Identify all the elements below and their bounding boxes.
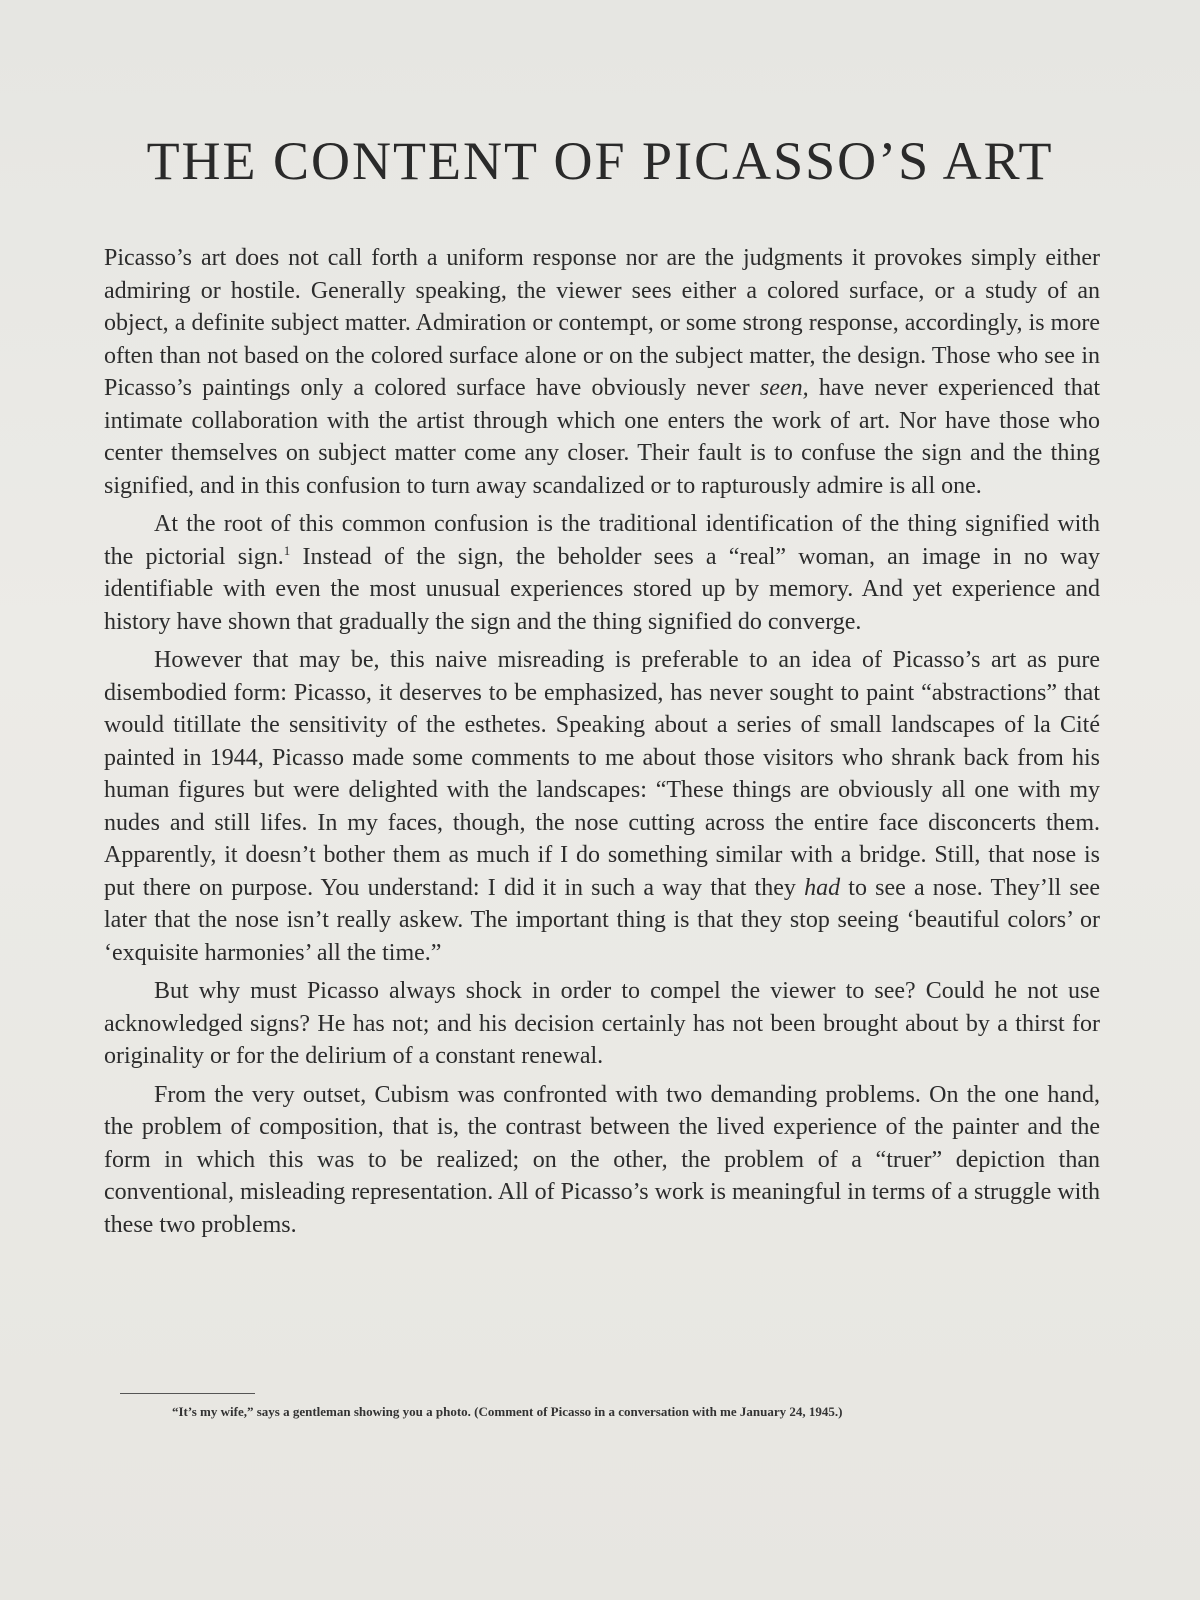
paragraph-2	[104, 508, 1100, 638]
paragraph-3-text-b: to see a nose. They’ll see later that the nose isn’t really askew. The important thing is that they stop seeing ‘beautiful colors’ or ‘exquisite harmonies’ all the time.”	[104, 874, 1101, 966]
paragraph-3	[104, 644, 1100, 969]
footnote-marker: 1	[283, 542, 291, 558]
body-text	[104, 242, 1100, 1247]
bleed-through-text	[60, 0, 1140, 150]
paragraph-2-text-b: Instead of the sign, the beholder sees a “real” woman, an image in no way identifiable with even the most unusual experiences stored up by memory. And yet experience and history have shown that gradually the sign and the thing signified do converge.	[104, 543, 1101, 635]
paragraph-1-text-a: Picasso’s art does not call forth a uniform response nor are the judgments it provokes simply either admiring or hostile. Generally speaking, the viewer sees either a colored surface, or a study of an object, a definite subject matter. Admiration or contempt, or some strong response, accordingly, is more often than not based on the colored surface alone or on the subject matter, the design. Those who see in Picasso’s paintings only a colored surface have obviously never	[104, 245, 1100, 401]
page-title: THE CONTENT OF PICASSO’S ART	[146, 131, 1054, 191]
paragraph-3-text-a: However that may be, this naive misreading is preferable to an idea of Picasso’s art as pure disembodied form: Picasso, it deserves to be emphasized, has never sought to paint “abstractions” that would titillate the sensitivity of the esthetes. Speaking about a series of small landscapes of la Cité painted in 1944, Picasso made some comments to me about those visitors who shrank back from his human figures but were delighted with the landscapes: “These things are obviously all one with my nudes and still lifes. In my faces, though, the nose cutting across the entire face disconcerts them. Apparently, it doesn’t bother them as much if I do something similar with a bridge. Still, that nose is put there on purpose. You understand: I did it in such a way that they	[104, 647, 1100, 901]
footnote: “It’s my wife,” says a gentleman showing you a photo. (Comment of Picasso in a conversation with me January 24, 1945.)	[172, 1404, 843, 1419]
paragraph-1	[104, 242, 1100, 502]
paragraph-2-text-a: At the root of this common confusion is the traditional identification of the thing signified with the pictorial sign.	[104, 511, 1100, 570]
paragraph-5: From the very outset, Cubism was confronted with two demanding problems. On the one hand, the problem of composition, that is, the contrast between the lived experience of the painter and the form in which this was to be realized; on the other, the problem of a “truer” depiction than conventional, misleading representation. All of Picasso’s work is meaningful in terms of a struggle with these two problems.	[104, 1081, 1100, 1238]
emphasis-seen: seen,	[759, 375, 809, 401]
footnote-rule	[120, 1393, 255, 1394]
emphasis-had: had	[804, 874, 841, 901]
paragraph-1-text-b: have never experienced that intimate collaboration with the artist through which one enters the work of art. Nor have those who center themselves on subject matter come any closer. Their fault is to confuse the sign and the thing signified, and in this confusion to turn away scandalized or to rapturously admire is all one.	[104, 375, 1101, 499]
paragraph-4: But why must Picasso always shock in order to compel the viewer to see? Could he not use acknowledged signs? He has not; and his decision certainly has not been brought about by a thirst for originality or for the delirium of a constant renewal.	[104, 978, 1100, 1069]
